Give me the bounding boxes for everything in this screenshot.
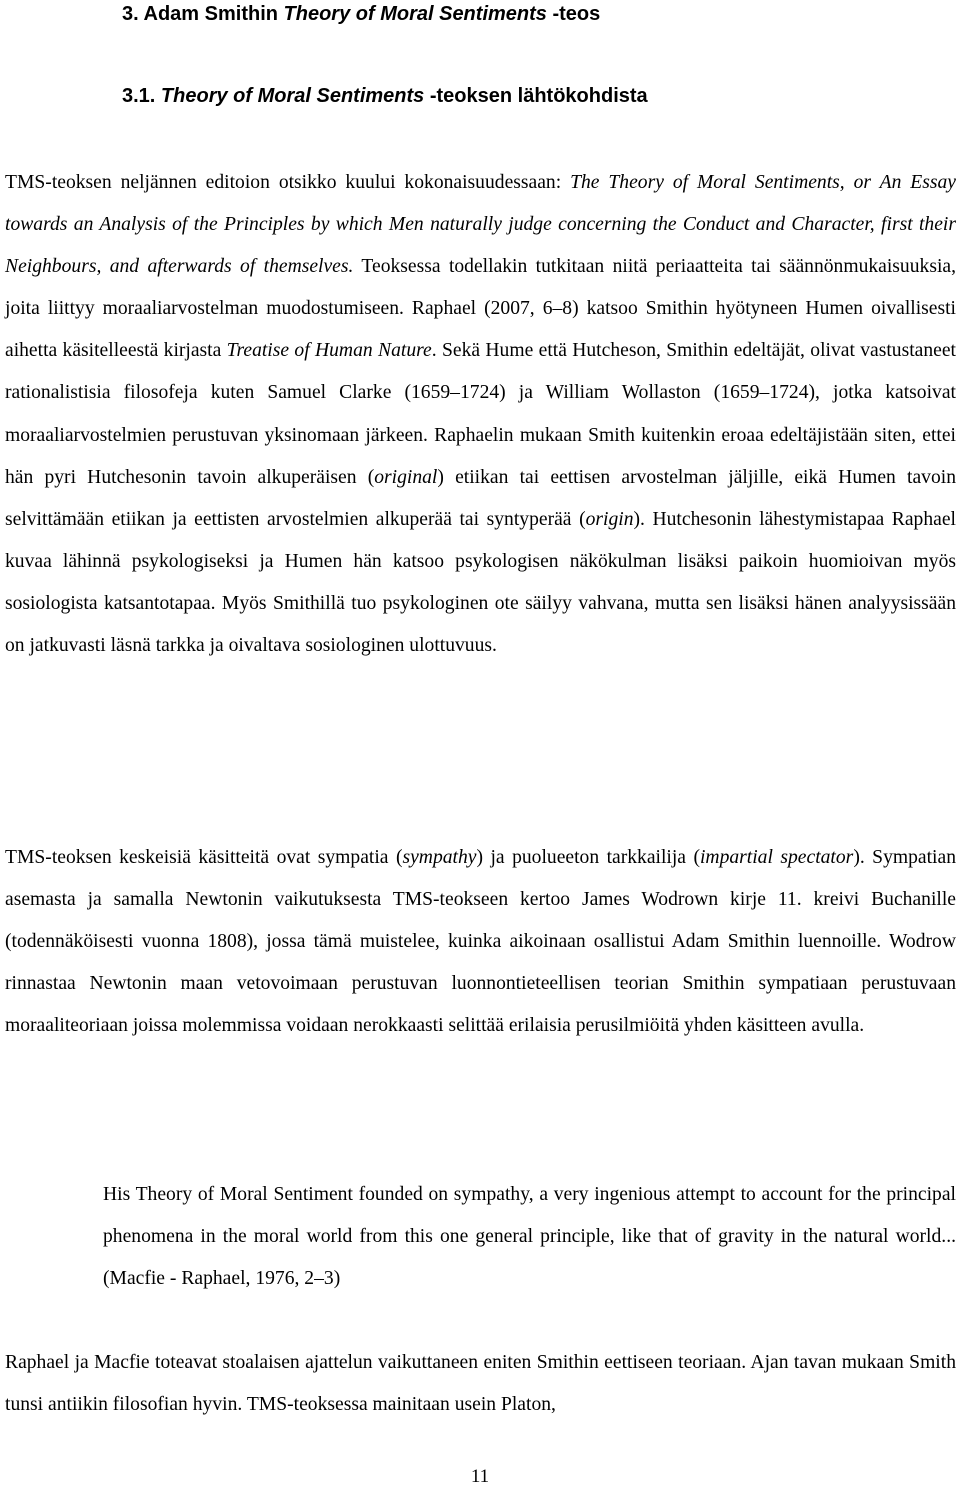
section-number: 3. bbox=[122, 3, 139, 25]
p2-term-spectator: impartial spectator bbox=[699, 847, 854, 868]
p1-text-2: Teoksessa todellakin tutkitaan niitä periaatteita tai säännönmukaisuuksia, joita liittyy moraaliarvostelman muodostumiseen. Raphael (2007, 6–8) katsoo Smithin hyötyneen Humen oivallisesti aihetta käsitelleestä kirjasta bbox=[5, 256, 956, 362]
p1-text-4: ) etiikan tai eettisen arvostelman jäljille, eikä Humen tavoin selvittämään etiikan ja eettisten arvostelmien alkuperää tai syntyperää ( bbox=[5, 466, 956, 530]
p2-text-2: ) ja puolueeton tarkkailija ( bbox=[476, 847, 700, 868]
p1-treatise-title: Treatise of Human Nature bbox=[226, 340, 432, 362]
paragraph-3: Raphael ja Macfie toteavat stoalaisen ajattelun vaikuttaneen eniten Smithin eettiseen teoriaan. Ajan tavan mukaan Smith tunsi antiikin filosofian hyvin. TMS-teoksessa mainitaan usein Platon, bbox=[5, 1352, 956, 1416]
subheading-text: -teoksen lähtökohdista bbox=[424, 85, 648, 107]
p1-text-1: TMS-teoksen neljännen editoion otsikko kuului kokonaisuudessaan: bbox=[5, 172, 571, 193]
p1-term-origin: origin bbox=[585, 508, 634, 530]
p2-term-sympathy: sympathy bbox=[402, 847, 477, 868]
p1-text-5: ). Hutchesonin lähestymistapaa Raphael kuvaa lähinnä psykologiseksi ja Humen hän katsoo psykologisen näkökulman lisäksi paikoin huomioivan myös sosiologista katsantotapaa. Myös Smithillä tuo psykologinen ote säilyy vahvana, mutta sen lisäksi hänen analyysissään on jatkuvasti läsnä tarkka ja oivaltava sosiologinen ulottuvuus. bbox=[5, 508, 956, 657]
subsection-heading bbox=[122, 85, 648, 108]
p2-text-3: ). Sympatian asemasta ja samalla Newtonin vaikutuksesta TMS-teokseen kertoo James Wodrown kirje 11. kreivi Buchanille (todennäköisesti vuonna 1808), jossa tämä muistelee, kuinka aikoinaan osallistui Adam Smithin luennoille. Wodrow rinnastaa Newtonin maan vetovoimaan perustuvan luonnontieteellisen teorian Smithin sympatiaan perustuvaan moraaliteoriaan joissa molemmissa voidaan nerokkaasti selittää erilaisia perusilmiöitä yhden käsitteen avulla. bbox=[5, 847, 956, 1037]
paragraph-2 bbox=[5, 837, 956, 1047]
heading-suffix: -teos bbox=[546, 3, 601, 25]
p2-text-1: TMS-teoksen keskeisiä käsitteitä ovat sympatia ( bbox=[5, 847, 403, 868]
page-number: 11 bbox=[470, 1466, 490, 1487]
subheading-italic: Theory of Moral Sentiments bbox=[160, 85, 425, 107]
p1-term-original: original bbox=[374, 466, 438, 488]
block-quote: His Theory of Moral Sentiment founded on sympathy, a very ingenious attempt to account for the principal phenomena in the moral world from this one general principle, like that of gravity in the natural world... (Macfie - Raphael, 1976, 2–3) bbox=[103, 1184, 956, 1289]
p1-book-title: The Theory of Moral Sentiments, or An Essay towards an Analysis of the Principles by which Men naturally judge concerning the Conduct and Character, first their Neighbours, and afterwards of themselves. bbox=[5, 172, 956, 278]
section-heading bbox=[122, 3, 600, 26]
subsection-number: 3.1. bbox=[122, 85, 156, 107]
heading-italic: Theory of Moral Sentiments bbox=[283, 3, 547, 25]
heading-text: Adam Smithin bbox=[143, 3, 284, 25]
p1-text-3: . Sekä Hume että Hutcheson, Smithin edeltäjät, olivat vastustaneet rationalistisia filosofeja kuten Samuel Clarke (1659–1724) ja William Wollaston (1659–1724), jotka katsoivat moraaliarvostelmien perustuvan yksinomaan järkeen. Raphaelin mukaan Smith kuitenkin eroaa edeltäjistään siten, ettei hän pyri Hutchesonin tavoin alkuperäisen ( bbox=[5, 340, 956, 488]
paragraph-1 bbox=[5, 162, 956, 667]
